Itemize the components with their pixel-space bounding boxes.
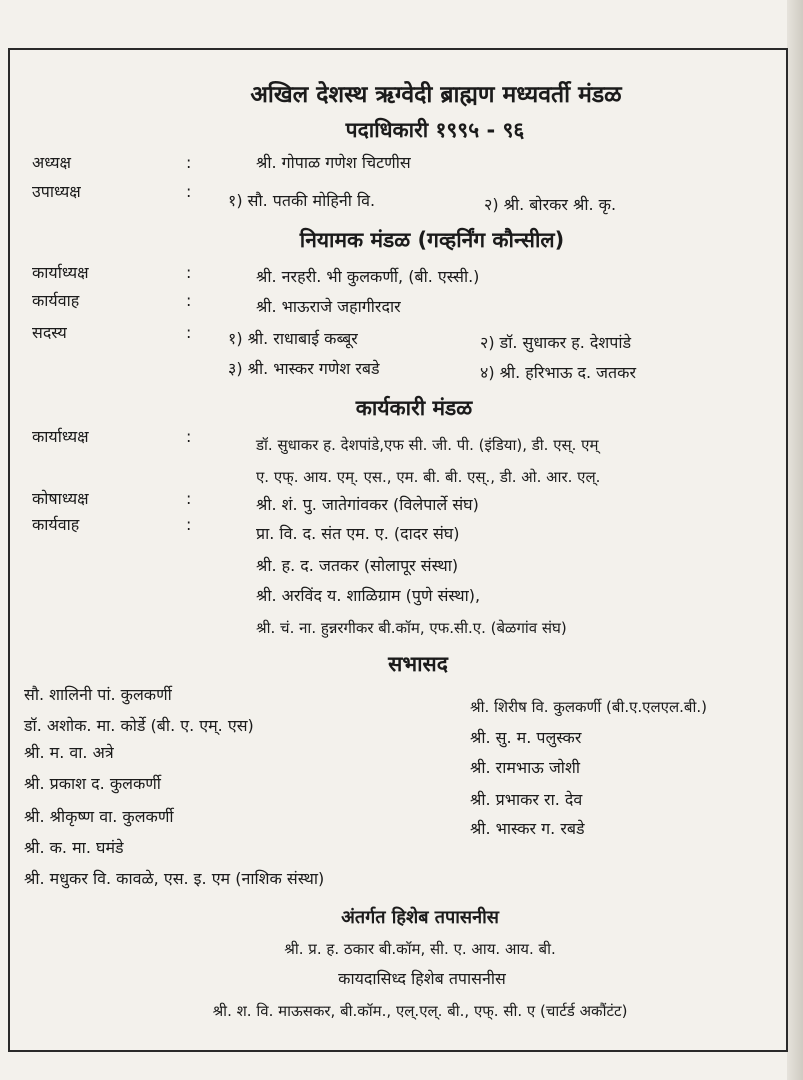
colon: : xyxy=(186,182,192,201)
colon: : xyxy=(186,489,192,508)
exec-chair-label: कार्याध्यक्ष xyxy=(32,427,89,446)
legal-auditor-heading: कायदासिध्द हिशेब तपासनीस xyxy=(338,969,506,988)
colon: : xyxy=(186,323,192,342)
page-edge-shadow xyxy=(787,0,803,1080)
gov-secretary-name: श्री. भाऊराजे जहागीरदार xyxy=(256,297,401,316)
internal-auditor-name: श्री. प्र. ह. ठकार बी.कॉम, सी. ए. आय. आय. बी. xyxy=(284,940,556,958)
legal-auditor-name: श्री. श. वि. माऊसकर, बी.कॉम., एल्.एल्. बी., एफ्. सी. ए (चार्टर्ड अकौंटंट) xyxy=(212,1002,628,1020)
president-name: श्री. गोपाळ गणेश चिटणीस xyxy=(256,153,411,172)
member-right-4: श्री. प्रभाकर रा. देव xyxy=(470,790,583,809)
member-left-1: सौ. शालिनी पां. कुलकर्णी xyxy=(24,685,172,704)
member-right-1: श्री. शिरीष वि. कुलकर्णी (बी.ए.एलएल.बी.) xyxy=(470,698,707,716)
member-left-3: श्री. म. वा. अत्रे xyxy=(24,743,114,762)
member-left-7: श्री. मधुकर वि. कावळे, एस. इ. एम (नाशिक संस्था) xyxy=(24,869,325,888)
colon: : xyxy=(186,291,192,310)
member-right-5: श्री. भास्कर ग. रबडे xyxy=(470,819,585,838)
gov-member-3: ३) श्री. भास्कर गणेश रबडे xyxy=(228,359,380,378)
governing-heading: नियामक मंडळ (गव्हर्निंग कौन्सील) xyxy=(299,228,565,252)
member-right-2: श्री. सु. म. पलुस्कर xyxy=(470,728,582,747)
exec-secretary-3: श्री. अरविंद य. शाळिग्राम (पुणे संस्था), xyxy=(256,586,481,605)
vp-1: १) सौ. पतकी मोहिनी वि. xyxy=(228,191,376,210)
exec-chair-line2: ए. एफ्. आय. एम्. एस., एम. बी. बी. एस्., डी. ओ. आर. एल्. xyxy=(256,468,601,486)
gov-member-2: २) डॉ. सुधाकर ह. देशपांडे xyxy=(480,333,632,352)
executive-heading: कार्यकारी मंडळ xyxy=(355,396,473,420)
page-border xyxy=(8,48,788,1052)
member-left-5: श्री. श्रीकृष्ण वा. कुलकर्णी xyxy=(24,807,174,826)
members-heading: सभासद xyxy=(388,652,448,676)
member-left-2: डॉ. अशोक. मा. कोर्डे (बी. ए. एम्. एस) xyxy=(24,716,254,735)
vp-label: उपाध्यक्ष xyxy=(32,182,81,201)
member-left-6: श्री. क. मा. घमंडे xyxy=(24,838,124,857)
exec-secretary-label: कार्यवाह xyxy=(32,515,80,534)
gov-chair-name: श्री. नरहरी. भी कुलकर्णी, (बी. एस्सी.) xyxy=(256,267,480,286)
vp-2: २) श्री. बोरकर श्री. कृ. xyxy=(484,195,617,214)
exec-secretary-1: प्रा. वि. द. संत एम. ए. (दादर संघ) xyxy=(256,524,460,543)
member-right-3: श्री. रामभाऊ जोशी xyxy=(470,758,580,777)
gov-member-4: ४) श्री. हरिभाऊ द. जतकर xyxy=(480,363,637,382)
treasurer-name: श्री. शं. पु. जातेगांवकर (विलेपार्ले संघ) xyxy=(256,495,479,514)
gov-member-1: १) श्री. राधाबाई कब्बूर xyxy=(228,329,358,348)
sub-title: पदाधिकारी १९९५ - ९६ xyxy=(345,118,525,142)
treasurer-label: कोषाध्यक्ष xyxy=(32,489,89,508)
member-left-4: श्री. प्रकाश द. कुलकर्णी xyxy=(24,774,161,793)
gov-secretary-label: कार्यवाह xyxy=(32,291,80,310)
colon: : xyxy=(186,153,192,172)
colon: : xyxy=(186,427,192,446)
gov-members-label: सदस्य xyxy=(32,323,67,342)
main-title: अखिल देशस्थ ऋग्वेदी ब्राह्मण मध्यवर्ती मंडळ xyxy=(250,82,622,108)
exec-secretary-2: श्री. ह. द. जतकर (सोलापूर संस्था) xyxy=(256,556,459,575)
exec-chair-line1: डॉ. सुधाकर ह. देशपांडे,एफ सी. जी. पी. (इंडिया), डी. एस्. एम् xyxy=(256,436,599,454)
colon: : xyxy=(186,263,192,282)
exec-secretary-4: श्री. चं. ना. हुन्नरगीकर बी.कॉम, एफ.सी.ए. (बेळगांव संघ) xyxy=(256,619,567,637)
colon: : xyxy=(186,515,192,534)
gov-chair-label: कार्याध्यक्ष xyxy=(32,263,89,282)
internal-auditor-heading: अंतर्गत हिशेब तपासनीस xyxy=(341,907,499,928)
president-label: अध्यक्ष xyxy=(32,153,71,172)
